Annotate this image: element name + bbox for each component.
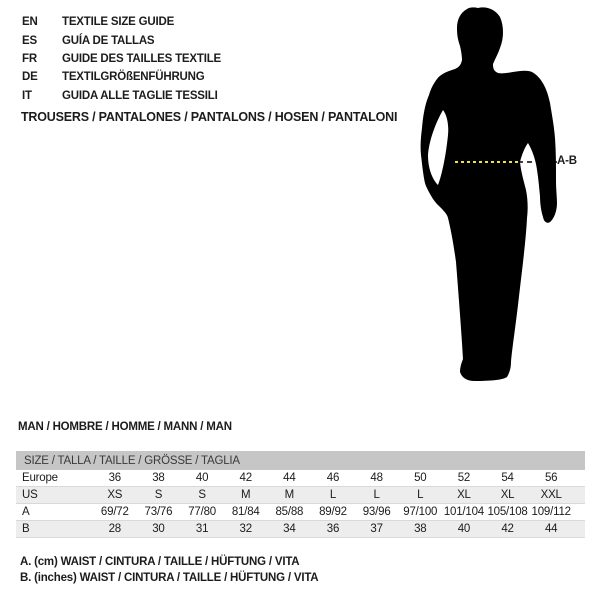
size-cell: XL (457, 489, 471, 501)
size-cell: 42 (239, 472, 252, 484)
size-cell: 42 (501, 523, 514, 535)
language-row (22, 50, 221, 68)
size-cell: 46 (326, 472, 340, 484)
size-cell: 89/92 (319, 506, 347, 518)
man-silhouette (410, 0, 600, 400)
footnotes (20, 554, 318, 586)
table-section-title: MAN / HOMBRE / HOMME / MANN / MAN (18, 421, 232, 433)
size-cell: 93/96 (362, 506, 391, 518)
size-cell: 28 (108, 523, 122, 535)
language-label: GUIDA ALLE TAGLIE TESSILI (62, 89, 218, 102)
footnote-b: B. (inches) WAIST / CINTURA / TAILLE / HÜFTUNG / VITA (20, 572, 319, 584)
size-cell: 38 (152, 472, 165, 484)
size-cell: 38 (414, 523, 427, 535)
language-row (22, 68, 221, 86)
size-cell: 50 (414, 472, 427, 484)
man-silhouette-shape (421, 7, 557, 381)
size-cell: 36 (326, 523, 340, 535)
size-cell: L (329, 489, 337, 501)
size-cell: 97/100 (403, 506, 438, 518)
language-row (22, 31, 221, 49)
size-cell: 37 (370, 523, 383, 535)
size-cell: 73/76 (144, 506, 173, 518)
table-row-us (16, 487, 585, 504)
size-cell: XS (107, 489, 123, 501)
size-cell: 40 (195, 472, 209, 484)
size-cell: 77/80 (188, 506, 216, 518)
row-label: B (22, 523, 30, 535)
size-cell: 44 (544, 523, 558, 535)
language-row (22, 87, 221, 105)
row-label: A (22, 506, 30, 518)
size-cell: XL (500, 489, 515, 501)
table-row-a (16, 504, 585, 521)
size-cell: 36 (108, 472, 122, 484)
size-cell: 69/72 (100, 506, 129, 518)
size-cell: 85/88 (275, 506, 304, 518)
size-cell: 40 (457, 523, 471, 535)
language-row (22, 13, 221, 31)
size-cell: XXL (540, 489, 562, 501)
language-label: GUIDE DES TAILLES TEXTILE (62, 52, 221, 65)
category-title: TROUSERS / PANTALONES / PANTALONS / HOSEN / PANTALONI (21, 110, 398, 124)
language-code: EN (22, 16, 38, 29)
size-cell: 44 (283, 472, 296, 484)
language-label: TEXTILGRÖßENFÜHRUNG (62, 71, 205, 84)
table-row-europe (16, 470, 585, 487)
size-cell: 101/104 (443, 506, 484, 518)
row-label: Europe (22, 472, 58, 484)
language-label: TEXTILE SIZE GUIDE (62, 16, 175, 29)
size-table (16, 451, 585, 538)
size-cell: L (417, 489, 424, 501)
size-cell: 30 (152, 523, 165, 535)
size-cell: L (373, 489, 380, 501)
size-cell: 56 (544, 472, 558, 484)
size-cell: 32 (239, 523, 252, 535)
size-cell: M (241, 489, 251, 501)
size-cell: 52 (457, 472, 471, 484)
footnote-a: A. (cm) WAIST / CINTURA / TAILLE / HÜFTUNG / VITA (20, 556, 300, 568)
language-code: IT (22, 89, 32, 102)
size-cell: 34 (283, 523, 296, 535)
size-table-header-label: SIZE / TALLA / TAILLE / GRÖSSE / TAGLIA (24, 454, 240, 467)
size-cell: S (154, 489, 163, 501)
size-cell: 31 (195, 523, 209, 535)
language-code: ES (22, 34, 37, 47)
size-cell: 105/108 (487, 506, 528, 518)
size-cell: M (284, 489, 295, 501)
row-label: US (22, 489, 38, 501)
language-list (22, 13, 221, 105)
size-cell: 81/84 (231, 506, 260, 518)
size-table-header (16, 451, 585, 470)
table-row-b (16, 521, 585, 538)
language-label: GUÍA DE TALLAS (62, 34, 155, 47)
size-cell: 48 (370, 472, 383, 484)
language-code: FR (22, 52, 37, 65)
size-cell: S (198, 489, 206, 501)
size-cell: 54 (501, 472, 514, 484)
language-code: DE (22, 71, 38, 84)
measure-label-ab: A-B (557, 155, 577, 167)
size-cell: 109/112 (531, 506, 571, 518)
